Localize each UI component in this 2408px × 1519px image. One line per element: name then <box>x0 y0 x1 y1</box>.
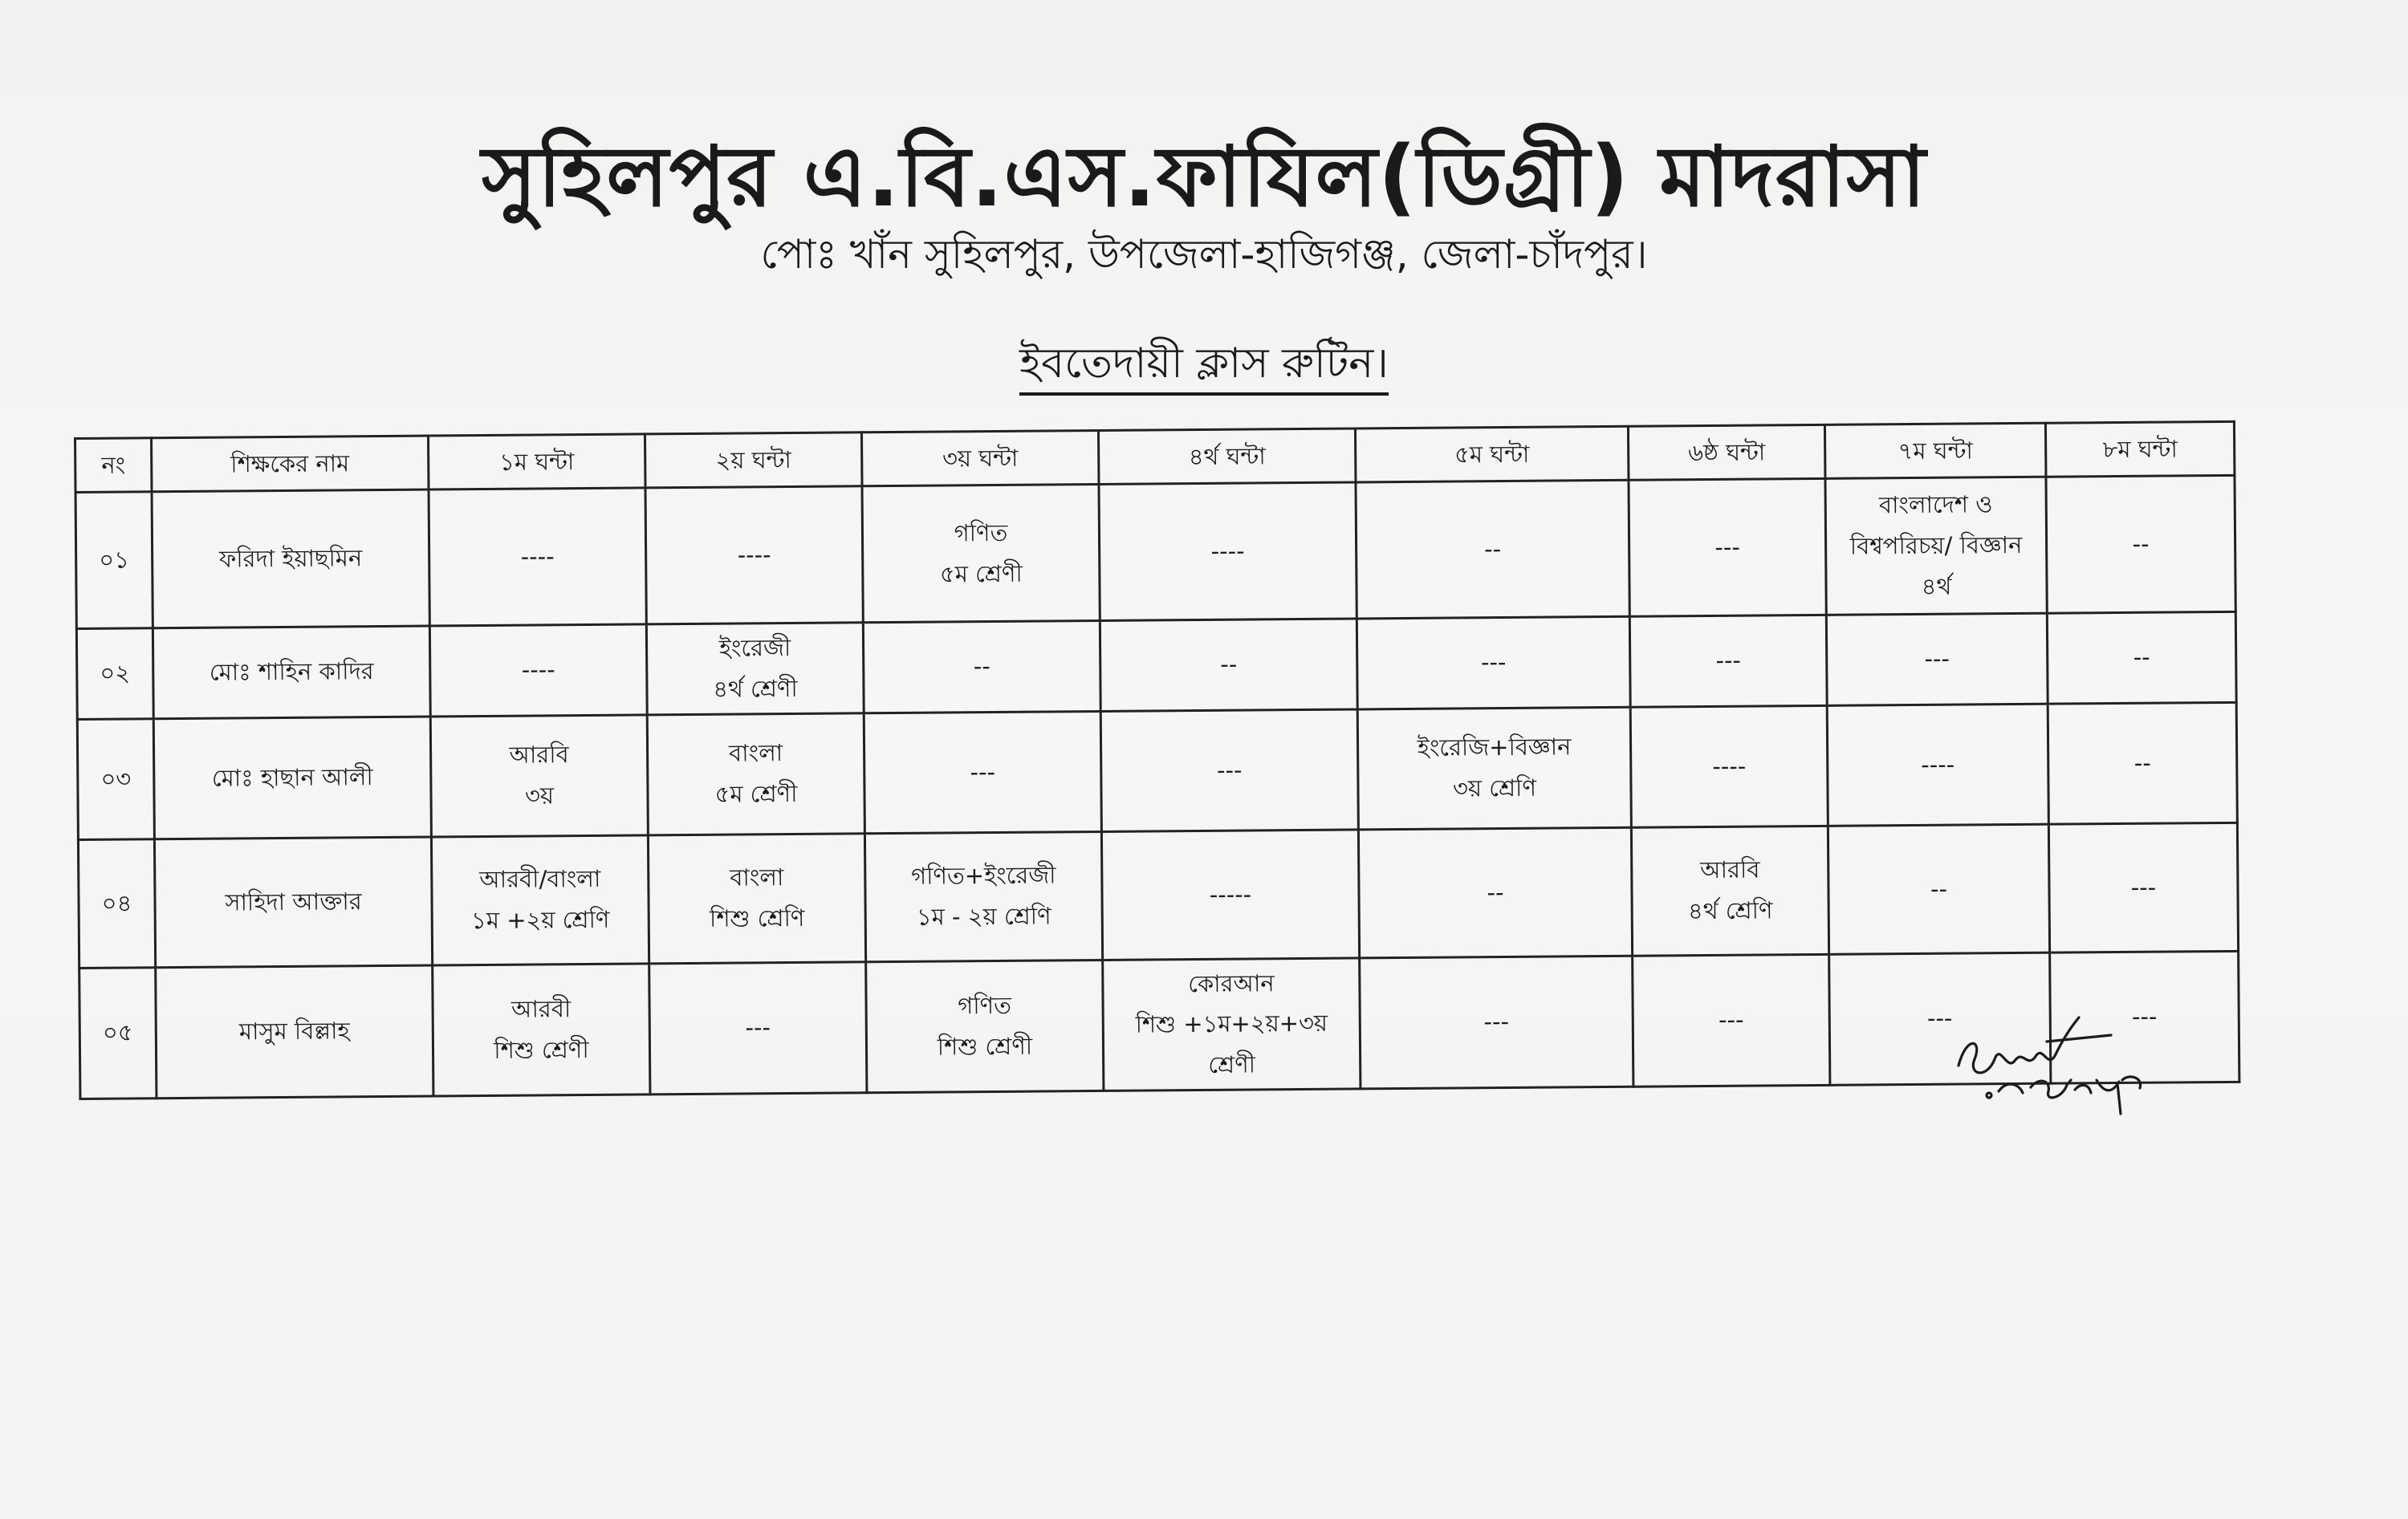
cell-line: -- <box>1930 875 1948 903</box>
table-row <box>77 702 2237 839</box>
cell-line: ---- <box>520 542 555 571</box>
period-2-cell <box>645 486 863 624</box>
signature-stroke-2 <box>1999 1077 2141 1114</box>
header-period-3: ৩য় ঘন্টা <box>861 430 1099 485</box>
period-2-cell <box>648 833 865 963</box>
period-8-cell <box>2047 611 2236 703</box>
period-3-cell <box>864 711 1101 833</box>
cell-line: --- <box>1480 648 1507 676</box>
table-body <box>75 475 2239 1099</box>
signature-stroke-1 <box>1959 1017 2111 1073</box>
period-3-cell <box>864 831 1102 961</box>
cell-line: গণিত <box>954 518 1008 547</box>
cell-line: গণিত+ইংরেজী <box>911 861 1056 891</box>
cell-line: ১ম +২য় শ্রেণি <box>470 905 610 935</box>
period-6-cell <box>1630 705 1828 827</box>
institution-title: সুহিলপুর এ.বি.এস.ফাযিল(ডিগ্রী) মাদরাসা <box>482 128 1926 225</box>
cell-line: --- <box>1714 533 1740 562</box>
cell-line: কোরআন <box>1187 969 1275 997</box>
cell-line: আরবী <box>510 995 571 1023</box>
signature-dot <box>1987 1093 1991 1098</box>
cell-line: --- <box>1483 1008 1510 1036</box>
period-6-cell <box>1631 826 1828 956</box>
table-row <box>76 611 2236 719</box>
cell-line: ৫ম শ্রেণী <box>939 559 1023 588</box>
table-row <box>78 822 2238 968</box>
period-7-cell <box>1827 704 2048 826</box>
cell-line: শিশু শ্রেণী <box>937 1032 1033 1061</box>
row-number: ০৩ <box>77 718 154 839</box>
teacher-name: মোঃ হাছান আলী <box>153 717 431 839</box>
header-no: নং <box>75 438 153 493</box>
cell-line: ৪র্থ শ্রেণী <box>713 674 798 703</box>
cell-line: -- <box>2133 644 2150 672</box>
cell-line: -- <box>1484 535 1502 563</box>
cell-line: --- <box>2131 1002 2158 1031</box>
cell-line: ৫ম শ্রেণী <box>714 779 798 808</box>
cell-line: ইংরেজী <box>718 633 791 662</box>
period-7-cell <box>1826 613 2048 705</box>
cell-line: --- <box>1216 756 1243 784</box>
cell-line: বাংলা <box>728 739 783 767</box>
institution-address: পোঃ খাঁন সুহিলপুর, উপজেলা-হাজিগঞ্জ, জেলা-চাঁদপুর। <box>760 231 1648 278</box>
routine-title-text: ইবতেদায়ী ক্লাস রুটিন। <box>1019 339 1389 396</box>
cell-line: ৩য় শ্রেণি <box>1452 774 1537 802</box>
cell-line: ---- <box>1712 752 1747 780</box>
teacher-name: মাসুম বিল্লাহ <box>156 965 433 1099</box>
period-3-cell <box>863 620 1100 713</box>
period-4-cell <box>1100 619 1357 711</box>
period-5-cell <box>1356 480 1629 619</box>
cell-line: ৪র্থ শ্রেণি <box>1687 896 1773 925</box>
cell-line: ---- <box>521 656 555 684</box>
row-number: ০৫ <box>79 967 157 1099</box>
period-1-cell <box>429 624 647 717</box>
cell-line: আরবি <box>1700 855 1760 884</box>
period-6-cell <box>1633 954 1830 1086</box>
signature-strokes <box>1959 1017 2141 1114</box>
cell-line: শিশু শ্রেণি <box>709 904 805 932</box>
cell-line: ১ম - ২য় শ্রেণি <box>916 902 1051 931</box>
table-row <box>79 951 2239 1099</box>
cell-line: ---- <box>1921 750 1955 778</box>
period-4-cell <box>1099 482 1357 621</box>
cell-line: --- <box>1718 1005 1744 1034</box>
period-5-cell <box>1358 827 1632 958</box>
period-2-cell <box>649 961 867 1094</box>
cell-line: আরবি <box>509 741 569 770</box>
period-1-cell <box>433 963 650 1095</box>
period-6-cell <box>1629 478 1826 616</box>
cell-line: শিশু +১ম+২য়+৩য় শ্রেণী <box>1135 1009 1328 1078</box>
class-routine-table <box>74 420 2240 1100</box>
cell-line: শিশু শ্রেণী <box>494 1035 589 1064</box>
cell-line: বাংলা <box>730 863 784 891</box>
header-period-7: ৭ম ঘন্টা <box>1824 423 2046 478</box>
cell-line: -- <box>1487 878 1504 906</box>
header-teacher-name: শিক্ষকের নাম <box>152 436 429 492</box>
period-2-cell <box>647 713 864 835</box>
row-number: ০৪ <box>78 839 155 968</box>
period-8-cell <box>2048 822 2238 952</box>
table-row <box>75 475 2235 628</box>
period-1-cell <box>430 714 648 836</box>
teacher-name: ফরিদা ইয়াছমিন <box>152 489 429 628</box>
cell-line: বিশ্বপরিচয়/ বিজ্ঞান <box>1849 531 2023 560</box>
header-period-1: ১ম ঘন্টা <box>428 434 645 489</box>
cell-line: ----- <box>1209 880 1252 908</box>
cell-line: --- <box>1926 1004 1953 1033</box>
cell-line: ---- <box>1210 537 1245 566</box>
cell-line: --- <box>1715 647 1742 675</box>
period-1-cell <box>431 835 649 965</box>
header-period-2: ২য় ঘন্টা <box>645 433 862 488</box>
period-4-cell <box>1100 709 1358 831</box>
header-period-8: ৮ম ঘন্টা <box>2045 421 2235 477</box>
cell-line: --- <box>2130 873 2157 901</box>
header-period-4: ৪র্থ ঘন্টা <box>1098 428 1356 485</box>
cell-line: -- <box>1220 651 1238 679</box>
period-3-cell <box>866 960 1104 1093</box>
cell-line: --- <box>745 1013 771 1042</box>
cell-line: আরবী/বাংলা <box>479 865 601 894</box>
period-3-cell <box>862 484 1100 622</box>
period-5-cell <box>1357 616 1630 709</box>
routine-title <box>0 331 2408 400</box>
signature-mark <box>1950 1003 2159 1131</box>
cell-line: -- <box>2132 530 2150 558</box>
period-7-cell <box>1828 824 2049 954</box>
cell-line: ৩য় <box>524 782 555 810</box>
period-8-cell <box>2046 475 2235 613</box>
period-4-cell <box>1101 829 1359 960</box>
cell-line: ৪র্থ <box>1921 572 1952 600</box>
row-number: ০১ <box>75 492 153 629</box>
cell-line: বাংলাদেশ ও <box>1878 490 1993 519</box>
row-number: ০২ <box>76 628 153 719</box>
teacher-name: সাহিদা আক্তার <box>154 837 432 968</box>
period-5-cell <box>1357 707 1631 830</box>
period-4-cell <box>1103 957 1361 1091</box>
header-period-6: ৬ষ্ঠ ঘন্টা <box>1628 424 1825 480</box>
period-5-cell <box>1360 956 1633 1089</box>
cell-line: --- <box>970 757 996 786</box>
cell-line: -- <box>973 652 990 680</box>
period-7-cell <box>1825 477 2047 615</box>
teacher-name: মোঃ শাহিন কাদির <box>153 626 430 718</box>
cell-line: ---- <box>737 541 771 569</box>
period-1-cell <box>429 488 646 626</box>
cell-line: -- <box>2133 749 2151 777</box>
header-period-5: ৫ম ঘন্টা <box>1355 426 1629 482</box>
cell-line: গণিত <box>958 991 1012 1020</box>
period-8-cell <box>2048 702 2237 824</box>
cell-line: --- <box>1924 645 1950 673</box>
period-2-cell <box>646 623 864 715</box>
cell-line: ইংরেজি+বিজ্ঞান <box>1417 733 1572 762</box>
period-6-cell <box>1629 615 1827 706</box>
